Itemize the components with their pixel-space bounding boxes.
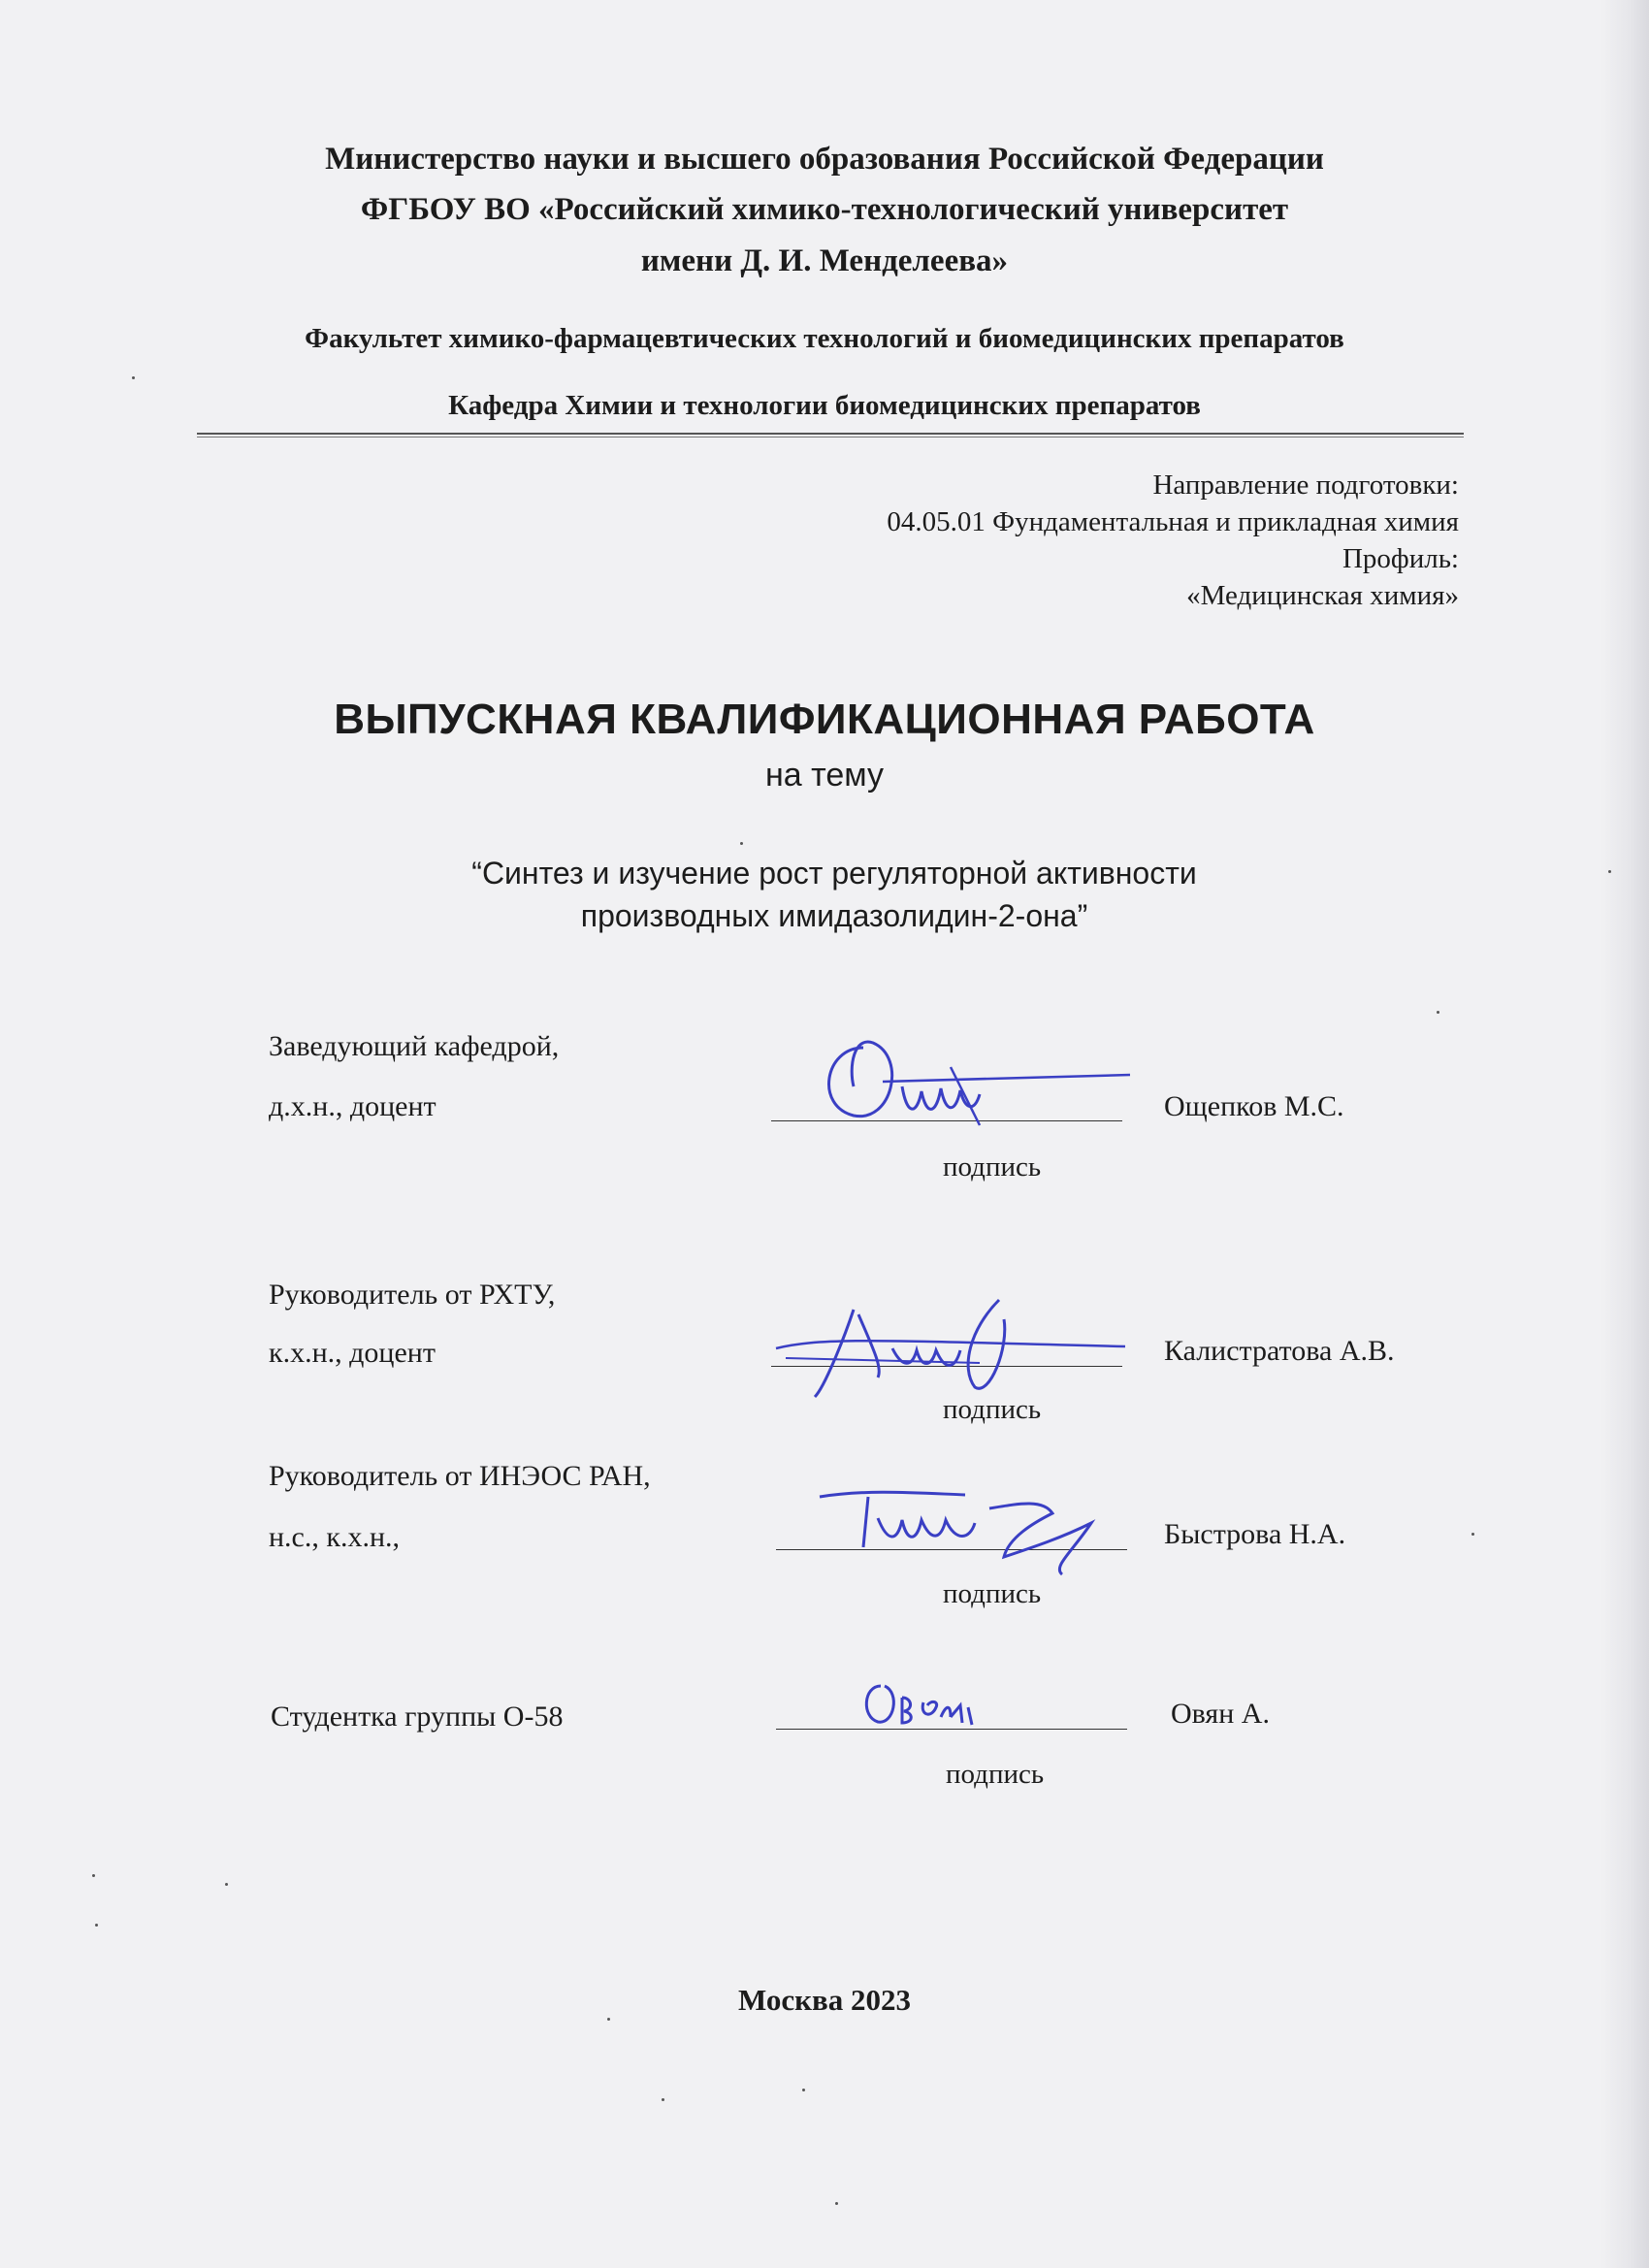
scan-speck [607, 2018, 610, 2021]
signature-caption: подпись [946, 1759, 1045, 1790]
university-heading-line1: ФГБОУ ВО «Российский химико-технологический университет [360, 192, 1289, 227]
scan-speck [132, 376, 135, 379]
signatory-name: Быстрова Н.А. [1164, 1518, 1346, 1550]
ministry-heading: Министерство науки и высшего образования Российской Федерации [325, 142, 1324, 177]
scan-speck [92, 1874, 95, 1877]
topic-line2: производных имидазолидин-2-она” [580, 898, 1088, 933]
direction-value: 04.05.01 Фундаментальная и прикладная химия [887, 506, 1459, 537]
signatory-role-line2: н.с., к.х.н., [269, 1521, 400, 1553]
scan-speck [95, 1924, 98, 1927]
city-year: Москва 2023 [738, 1983, 911, 2017]
work-subtitle: на тему [765, 757, 884, 794]
header-divider [197, 433, 1464, 437]
signatory-name: Ощепков М.С. [1164, 1090, 1344, 1122]
signatory-role-line1: Руководитель от РХТУ, [269, 1279, 556, 1311]
signatory-role-line2: д.х.н., доцент [269, 1090, 436, 1122]
department-heading: Кафедра Химии и технологии биомедицинских препаратов [448, 390, 1201, 421]
signatory-role-line1: Заведующий кафедрой, [269, 1030, 560, 1062]
university-heading-line2: имени Д. И. Менделеева» [640, 243, 1009, 278]
scan-speck [1471, 1533, 1474, 1536]
faculty-heading: Факультет химико-фармацевтических технологий и биомедицинских препаратов [305, 323, 1344, 354]
scan-speck [662, 2098, 664, 2101]
signatory-role-line1: Руководитель от ИНЭОС РАН, [269, 1460, 651, 1492]
work-title: ВЫПУСКНАЯ КВАЛИФИКАЦИОННАЯ РАБОТА [334, 696, 1315, 743]
signature-student [854, 1669, 999, 1736]
scan-speck [1608, 870, 1611, 873]
signatory-role-line1: Студентка группы О-58 [271, 1701, 564, 1733]
signature-caption: подпись [943, 1394, 1042, 1425]
signatory-name: Калистратова А.В. [1164, 1335, 1395, 1367]
profile-label: Профиль: [1342, 543, 1459, 574]
scan-speck [835, 2202, 838, 2205]
signature-ineos-supervisor [810, 1479, 1140, 1576]
signatory-name: Овян А. [1171, 1698, 1270, 1730]
signatory-role-line2: к.х.н., доцент [269, 1337, 436, 1369]
signature-rkhtu-supervisor [766, 1290, 1135, 1407]
signature-caption: подпись [943, 1578, 1042, 1609]
scan-speck [740, 842, 743, 845]
direction-label: Направление подготовки: [1152, 470, 1459, 501]
signature-head-of-department [795, 1019, 1135, 1135]
scan-speck [802, 2089, 805, 2091]
scan-speck [225, 1883, 228, 1886]
scan-speck [1437, 1011, 1439, 1014]
profile-value: «Медицинская химия» [1186, 580, 1459, 611]
signature-caption: подпись [943, 1151, 1042, 1183]
topic-line1: “Синтез и изучение рост регуляторной активности [471, 856, 1197, 891]
